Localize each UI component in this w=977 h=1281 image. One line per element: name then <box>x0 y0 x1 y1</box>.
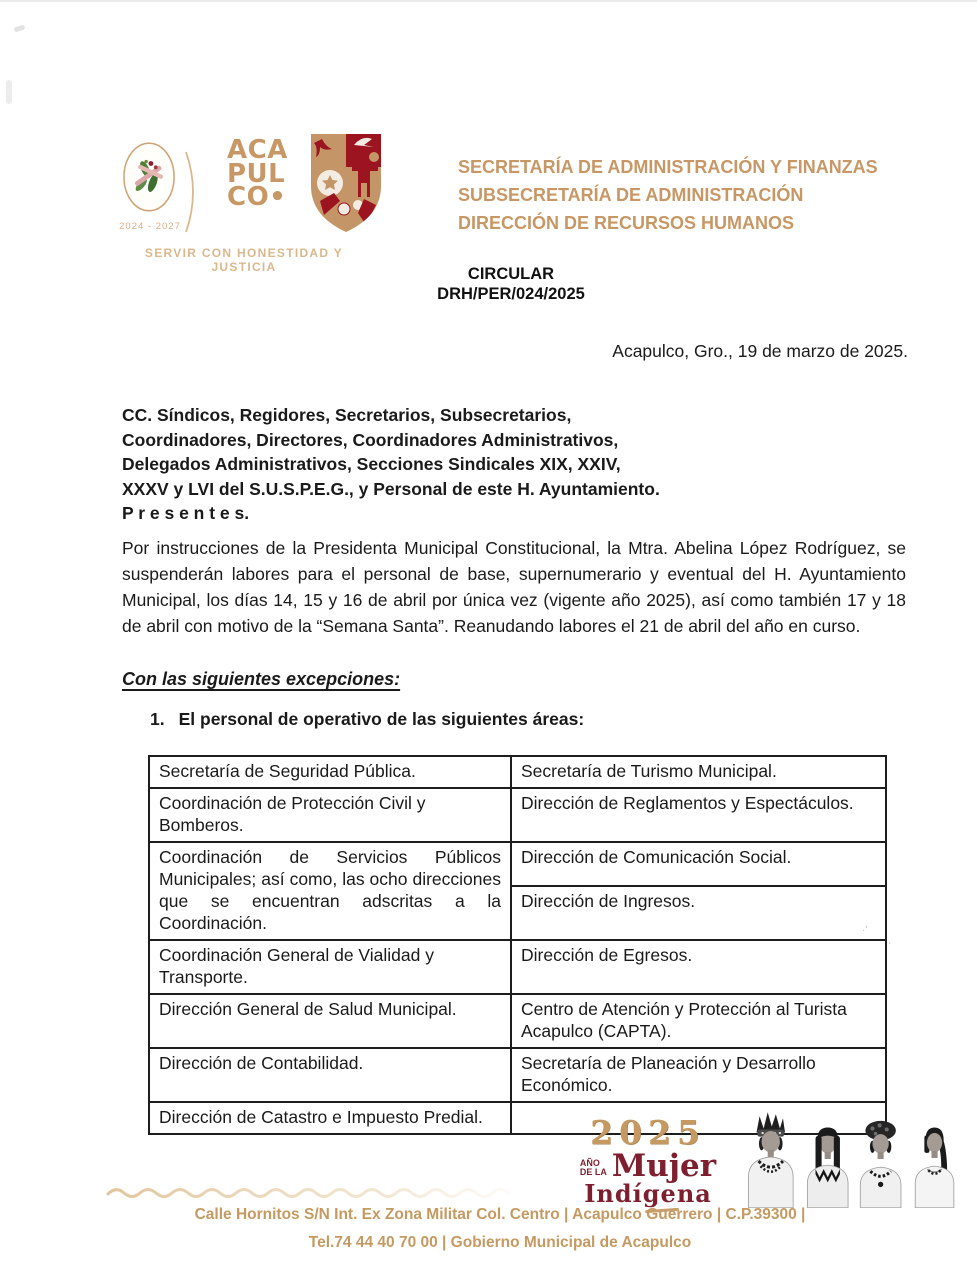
recipient-line: XXXV y LVI del S.U.S.P.E.G., y Personal de este H. Ayuntamiento. <box>122 478 660 499</box>
year-2025-logo <box>558 1113 738 1208</box>
scan-top-edge <box>0 0 977 2</box>
department-header <box>458 153 878 237</box>
acapulco-crest-icon <box>300 131 392 235</box>
recipients-block <box>122 403 660 526</box>
department-line: DIRECCIÓN DE RECURSOS HUMANOS <box>458 213 795 233</box>
table-cell: Secretaría de Planeación y Desarrollo Económico. <box>511 1048 886 1102</box>
recipient-line: P r e s e n t e s. <box>122 503 250 523</box>
recipient-line: Coordinadores, Directores, Coordinadores Administrativos, <box>122 429 619 450</box>
table-cell: Coordinación de Protección Civil y Bomberos. <box>149 788 511 842</box>
scan-artifact <box>6 80 12 104</box>
table-cell: Dirección de Contabilidad. <box>149 1048 511 1102</box>
logotype-line: ACA <box>227 135 288 165</box>
document-type: CIRCULAR <box>467 265 555 283</box>
department-line: SUBSECRETARÍA DE ADMINISTRACIÓN <box>458 185 804 205</box>
table-row <box>149 756 886 788</box>
table-cell: Coordinación General de Vialidad y Transporte. <box>149 940 511 994</box>
table-row <box>149 994 886 1048</box>
logotype-line: CO• <box>227 182 287 212</box>
item-text: El personal de operativo de las siguientes áreas: <box>178 709 585 729</box>
table-cell: Secretaría de Seguridad Pública. <box>149 756 511 788</box>
indigenous-women-illustration <box>726 1110 962 1208</box>
table-cell: Dirección de Reglamentos y Espectáculos. <box>511 788 886 842</box>
table-cell: Dirección General de Salud Municipal. <box>149 994 511 1048</box>
table-cell: Dirección de Ingresos. <box>511 886 886 940</box>
seal-term-label: 2024 - 2027 <box>119 221 181 232</box>
year-logo-mujer-row <box>558 1148 738 1184</box>
municipal-seal-icon <box>122 138 176 216</box>
year-logo-year: 2025 <box>590 1113 706 1152</box>
table-cell: Coordinación de Servicios Públicos Municipales; así como, las ocho direcciones que se encuentran adscritas a la Coordinación. <box>149 842 511 940</box>
table-row <box>149 1048 886 1102</box>
table-cell: Dirección de Catastro e Impuesto Predial. <box>149 1102 511 1134</box>
acapulco-logotype <box>227 135 288 212</box>
table-cell: Dirección de Comunicación Social. <box>511 842 886 886</box>
logo-motto: SERVIR CON HONESTIDAD Y JUSTICIA <box>144 246 344 274</box>
year-logo-word2: Indígena <box>584 1179 712 1208</box>
recipient-line: Delegados Administrativos, Secciones Sindicales XIX, XXIV, <box>122 454 621 474</box>
table-row <box>149 788 886 842</box>
year-logo-word1: Mujer <box>611 1148 717 1184</box>
logotype-line: PUL <box>227 158 286 189</box>
table-cell: Secretaría de Turismo Municipal. <box>511 756 886 788</box>
document-title-block <box>376 265 646 304</box>
exceptions-heading: Con las siguientes excepciones: <box>122 669 401 689</box>
dateline: Acapulco, Gro., 19 de marzo de 2025. <box>612 341 908 361</box>
year-logo-prefix <box>580 1159 607 1181</box>
scan-artifact: ˋ <box>888 942 892 953</box>
table-cell: Dirección de Egresos. <box>511 940 886 994</box>
wave-divider <box>104 1184 524 1200</box>
item-number: 1. <box>150 709 165 729</box>
footer-address-line-2: Tel.74 44 40 70 00 | Gobierno Municipal de Acapulco <box>308 1234 692 1251</box>
logo-arc-divider <box>182 150 202 234</box>
department-line: SECRETARÍA DE ADMINISTRACIÓN Y FINANZAS <box>458 157 878 177</box>
footer-address-line-1: Calle Hornitos S/N Int. Ex Zona Militar Col. Centro | Acapulco Guerrero | C.P.39300 | <box>194 1206 806 1223</box>
exceptions-item-1 <box>150 709 584 730</box>
exceptions-areas-table <box>148 755 887 1135</box>
document-number: DRH/PER/024/2025 <box>437 284 585 303</box>
table-cell: Centro de Atención y Protección al Turista Acapulco (CAPTA). <box>511 994 886 1048</box>
body-paragraph: Por instrucciones de la Presidenta Municipal Constitucional, la Mtra. Abelina López Rodríguez, se suspenderán labores para el personal de base, supernumerario y eventual del H. Ayuntamiento Municipal, los días 14, 15 y 16 de abril por única vez (vigente año 2025), así como también 17 y 18 de abril con motivo de la “Semana Santa”. Reanudando labores el 21 de abril del año en curso. <box>122 538 906 636</box>
year-logo-prefix-line: AÑO <box>579 1158 600 1168</box>
table-row <box>149 940 886 994</box>
scan-artifact <box>13 24 25 32</box>
scan-artifact: ·ʹ <box>862 925 868 936</box>
year-logo-prefix-line: DE LA <box>579 1166 607 1177</box>
table-row <box>149 842 886 886</box>
recipient-line: CC. Síndicos, Regidores, Secretarios, Subsecretarios, <box>122 405 572 425</box>
